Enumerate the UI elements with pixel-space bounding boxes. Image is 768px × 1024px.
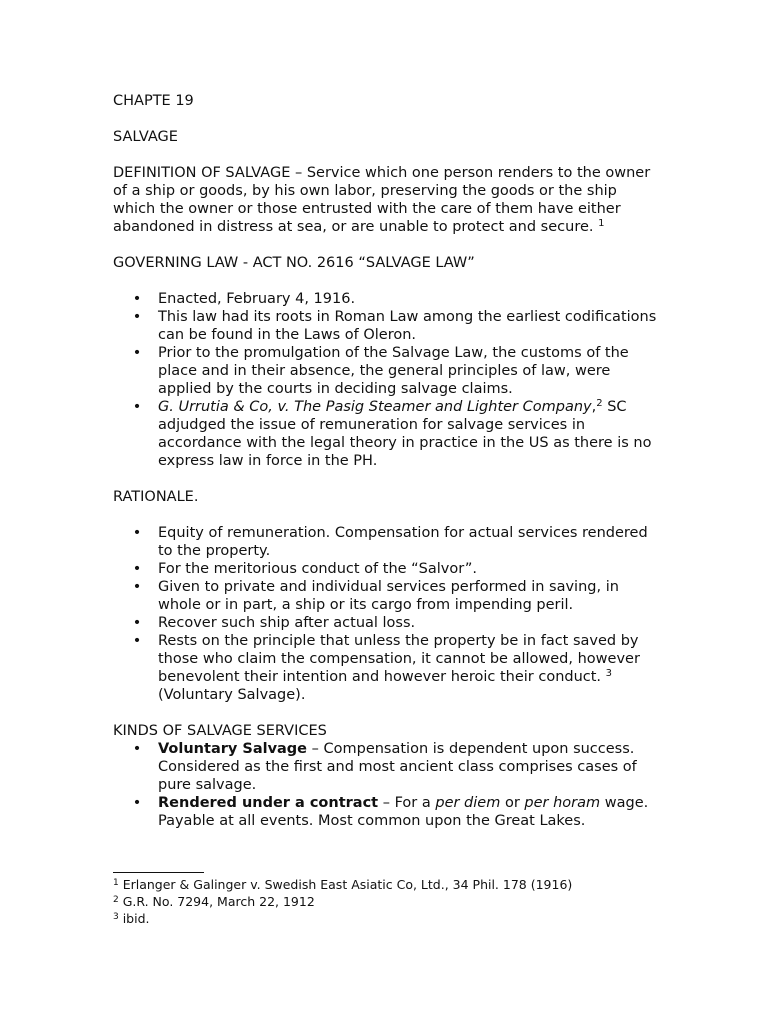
bullet-icon: • <box>132 525 142 541</box>
bullet-icon: • <box>132 309 142 325</box>
bullet-icon: • <box>132 399 142 415</box>
case-name: G. Urrutia & Co, v. The Pasig Steamer and Lighter Company <box>158 399 592 415</box>
footnote-item <box>113 893 658 910</box>
bullet-icon: • <box>132 615 142 631</box>
footnote-item <box>113 876 658 893</box>
list-item-text-after: (Voluntary Salvage). <box>158 687 306 703</box>
kinds-heading: KINDS OF SALVAGE SERVICES <box>113 723 327 739</box>
bullet-icon: • <box>132 633 142 649</box>
list-item <box>113 308 658 344</box>
footnote-divider <box>113 872 204 873</box>
kind-term: Rendered under a contract <box>158 795 379 811</box>
footnote-text: Erlanger & Galinger v. Swedish East Asiatic Co, Ltd., 34 Phil. 178 (1916) <box>118 877 573 892</box>
bullet-icon: • <box>132 345 142 361</box>
bullet-icon: • <box>132 741 142 757</box>
kind-text: – Compensation is dependent upon success. Considered as the first and most ancient class comprises cases of pure salvage. <box>158 741 637 793</box>
section-title: SALVAGE <box>113 129 178 145</box>
governing-law-heading: GOVERNING LAW - ACT NO. 2616 “SALVAGE LAW” <box>113 255 475 271</box>
list-item-text: Enacted, February 4, 1916. <box>158 291 356 307</box>
list-item <box>113 344 658 398</box>
kind-term: Voluntary Salvage <box>158 741 308 757</box>
definition-text: Service which one person renders to the owner of a ship or goods, by his own labor, preserving the goods or the ship which the owner or those entrusted with the care of them have either abandoned in distress at sea, or are unable to protect and secure. <box>113 165 651 235</box>
list-item <box>113 290 658 308</box>
footnote-number: 2 <box>113 895 119 905</box>
kind-italic: per diem <box>435 795 501 811</box>
definition-paragraph <box>113 164 658 236</box>
footnote-number: 1 <box>113 878 119 888</box>
footnote-number: 3 <box>113 912 119 922</box>
footnotes-section <box>113 872 658 927</box>
list-item-text: Given to private and individual services performed in saving, in whole or in part, a ship or its cargo from impending peril. <box>158 579 619 613</box>
bullet-icon: • <box>132 561 142 577</box>
footnote-item <box>113 910 658 927</box>
list-item-text: For the meritorious conduct of the “Salvor”. <box>158 561 477 577</box>
definition-term: DEFINITION OF SALVAGE <box>113 165 291 181</box>
list-item-text: This law had its roots in Roman Law among the earliest codifications can be found in the Laws of Oleron. <box>158 309 657 343</box>
definition-dash: – <box>290 165 307 181</box>
footnote-text: G.R. No. 7294, March 22, 1912 <box>118 894 315 909</box>
bullet-icon: • <box>132 795 142 811</box>
list-item <box>113 794 658 830</box>
list-item <box>113 398 658 470</box>
footnote-ref-1: 1 <box>598 218 605 229</box>
bullet-icon: • <box>132 579 142 595</box>
list-item <box>113 578 658 614</box>
case-comma: , <box>591 399 597 415</box>
list-item <box>113 632 658 704</box>
case-text: SC adjudged the issue of remuneration for salvage services in accordance with the legal theory in practice in the US as there is no express law in force in the PH. <box>158 399 652 469</box>
rationale-heading: RATIONALE. <box>113 489 199 505</box>
list-item <box>113 614 658 632</box>
list-item <box>113 524 658 560</box>
list-item-text: Prior to the promulgation of the Salvage Law, the customs of the place and in their absence, the general principles of law, were applied by the courts in deciding salvage claims. <box>158 345 629 397</box>
list-item-text: Rests on the principle that unless the property be in fact saved by those who claim the compensation, it cannot be allowed, however benevolent their intention and however heroic their conduct. <box>158 633 640 685</box>
rationale-list <box>113 524 658 704</box>
kind-text: – For a <box>378 795 436 811</box>
footnote-ref-3: 3 <box>605 668 613 679</box>
list-item-text: Recover such ship after actual loss. <box>158 615 416 631</box>
kind-italic: per horam <box>524 795 601 811</box>
list-item-text: Equity of remuneration. Compensation for actual services rendered to the property. <box>158 525 648 559</box>
document-page <box>113 92 658 830</box>
chapter-title: CHAPTE 19 <box>113 93 194 109</box>
bullet-icon: • <box>132 291 142 307</box>
footnote-ref-2: 2 <box>596 398 603 409</box>
footnote-text: ibid. <box>118 911 150 926</box>
list-item <box>113 560 658 578</box>
kind-text: wage. Payable at all events. Most common upon the Great Lakes. <box>158 795 649 829</box>
kind-text: or <box>500 795 525 811</box>
kinds-list <box>113 740 658 830</box>
governing-law-list <box>113 290 658 470</box>
list-item <box>113 740 658 794</box>
